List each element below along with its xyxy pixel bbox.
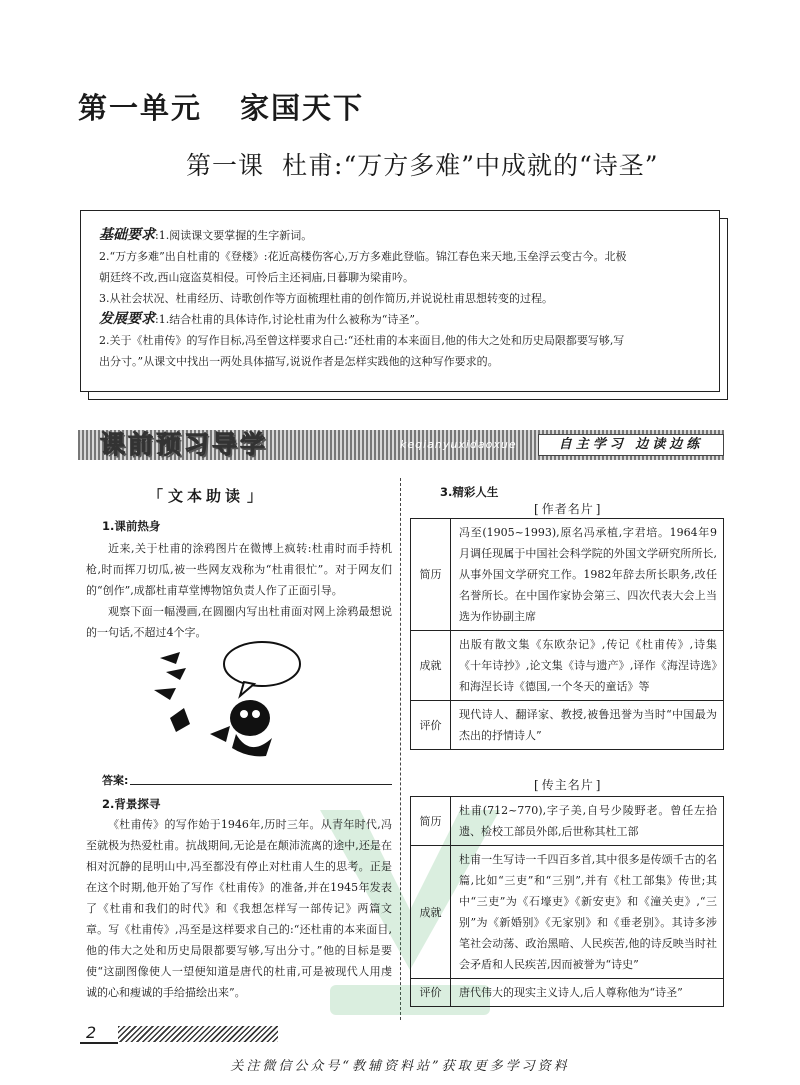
unit-title [78,86,364,127]
row-key: 成就 [411,846,451,979]
lesson-name: 杜甫:“万方多难”中成就的“诗圣” [282,151,659,180]
warmup-task: 观察下面一幅漫画,在圆圈内写出杜甫面对网上涂鸦最想说的一句话,不超过4个字。 [86,605,392,639]
section-banner [78,430,724,460]
row-value: 出版有散文集《东欧杂记》,传记《杜甫传》,诗集《十年诗抄》,论文集《诗与遗产》,译作《海涅诗选》和海涅长诗《德国,一个冬天的童话》等 [451,631,724,701]
footer-note: 关注微信公众号“教辅资料站”获取更多学习资料 [230,1059,570,1074]
lesson-title [186,146,659,182]
table-row [411,797,724,846]
basic-item: :1.阅读课文要掌握的生字新词。 [155,229,313,242]
background-paragraph: 《杜甫传》的写作始于1946年,历时三年。从青年时代,冯至就极为热爱杜甫。抗战期间,无论是在颠沛流离的途中,还是在相对沉静的昆明山中,冯至都没有停止对杜甫人生的思考。正是在这个时期,他开始了写作《杜甫传》的准备,并在1945年发表了《杜甫和我们的时代》和《我想怎样写一部传记》两篇文章。写《杜甫传》,冯至是这样要求自己的:“还杜甫的本来面目,他的伟大之处和历史局限都要写够,写出分寸。”他的目标是要使“这副图像使人一望便知道是唐代的杜甫,可是被现代人用虔诚的心和瘦诚的手给描绘出来”。 [86,818,392,999]
row-value: 唐代伟大的现实主义诗人,后人尊称他为“诗圣” [451,979,724,1007]
author-card [410,518,724,750]
table-row [411,631,724,701]
row-key: 评价 [411,979,451,1007]
banner-slogan: 自主学习 边读边练 [538,434,724,456]
advanced-item: 出分寸。”从课文中找出一两处具体描写,说说作者是怎样实践他的这种写作要求的。 [99,355,499,368]
advanced-requirements-label: 发展要求 [99,311,155,327]
unit-name: 家国天下 [240,91,365,125]
basic-item: 3.从社会状况、杜甫经历、诗歌创作等方面梳理杜甫的创作简历,并说说杜甫思想转变的过程。 [99,292,553,305]
cartoon-illustration [140,638,320,758]
author-card-title: [ 作者名片 ] [534,500,601,517]
text-aid-label: 「 文本助读 」 [160,484,252,508]
banner-title: 课前预习导学 [100,430,269,459]
subject-card-title: [ 传主名片 ] [534,776,601,793]
basic-requirements-label: 基础要求 [99,227,155,243]
answer-label: 答案: [102,774,129,787]
row-key: 评价 [411,701,451,750]
requirements-box [80,210,720,392]
warmup-text [86,538,392,643]
answer-blank[interactable] [130,784,392,785]
table-row [411,979,724,1007]
basic-item: 朝廷终不改,西山寇盗莫相侵。可怜后主还祠庙,日暮聊为梁甫吟。 [99,271,414,284]
row-value: 现代诗人、翻译家、教授,被鲁迅誉为当时“中国最为杰出的抒情诗人” [451,701,724,750]
advanced-item: 2.关于《杜甫传》的写作目标,冯至曾这样要求自己:“还杜甫的本来面目,他的伟大之处和历史局限都要写够,写 [99,334,625,347]
row-key: 成就 [411,631,451,701]
warmup-paragraph: 近来,关于杜甫的涂鸦图片在微博上疯转:杜甫时而手持机枪,时而挥刀切瓜,被一些网友戏称为“杜甫很忙”。对于网友们的“创作”,成都杜甫草堂博物馆负责人作了正面引导。 [86,542,392,597]
table-row [411,846,724,979]
table-row [411,519,724,631]
unit-number: 第一单元 [78,91,203,125]
row-value: 杜甫一生写诗一千四百多首,其中很多是传颂千古的名篇,比如“三吏”和“三别”,并有《杜工部集》传世;其中“三吏”为《石壕吏》《新安吏》和《潼关吏》,“三别”为《新婚别》《无家别》和《垂老别》。其诗多涉笔社会动荡、政治黑暗、人民疾苦,他的诗反映当时社会矛盾和人民疾苦,因而被誉为“诗史” [451,846,724,979]
row-value: 杜甫(712~770),字子美,自号少陵野老。曾任左拾遗、检校工部员外郎,后世称其杜工部 [451,797,724,846]
basic-item: 2.“万方多难”出自杜甫的《登楼》:花近高楼伤客心,万方多难此登临。锦江春色来天地,玉垒浮云变古今。北极 [99,250,627,263]
background-heading: 2.背景探寻 [102,797,161,811]
row-key: 简历 [411,797,451,846]
lesson-number: 第一课 [186,151,265,180]
table-row [411,701,724,750]
footer-stripe [118,1026,278,1042]
row-key: 简历 [411,519,451,631]
page-number: 2 [80,1022,118,1044]
subject-card [410,796,724,1007]
life-heading: 3.精彩人生 [440,485,499,499]
background-text [86,814,392,1003]
row-value: 冯至(1905~1993),原名冯承植,字君培。1964年9月调任现属于中国社会科学院的外国文学研究所所长,从事外国文学研究工作。1982年辞去所长职务,改任名誉所长。在中国作家协会第三、四次代表大会上当选为作协副主席 [451,519,724,631]
banner-pinyin: keqianyuxidaoxue [400,438,517,451]
warmup-heading: 1.课前热身 [102,519,161,533]
advanced-item: :1.结合杜甫的具体诗作,讨论杜甫为什么被称为“诗圣”。 [155,313,426,326]
